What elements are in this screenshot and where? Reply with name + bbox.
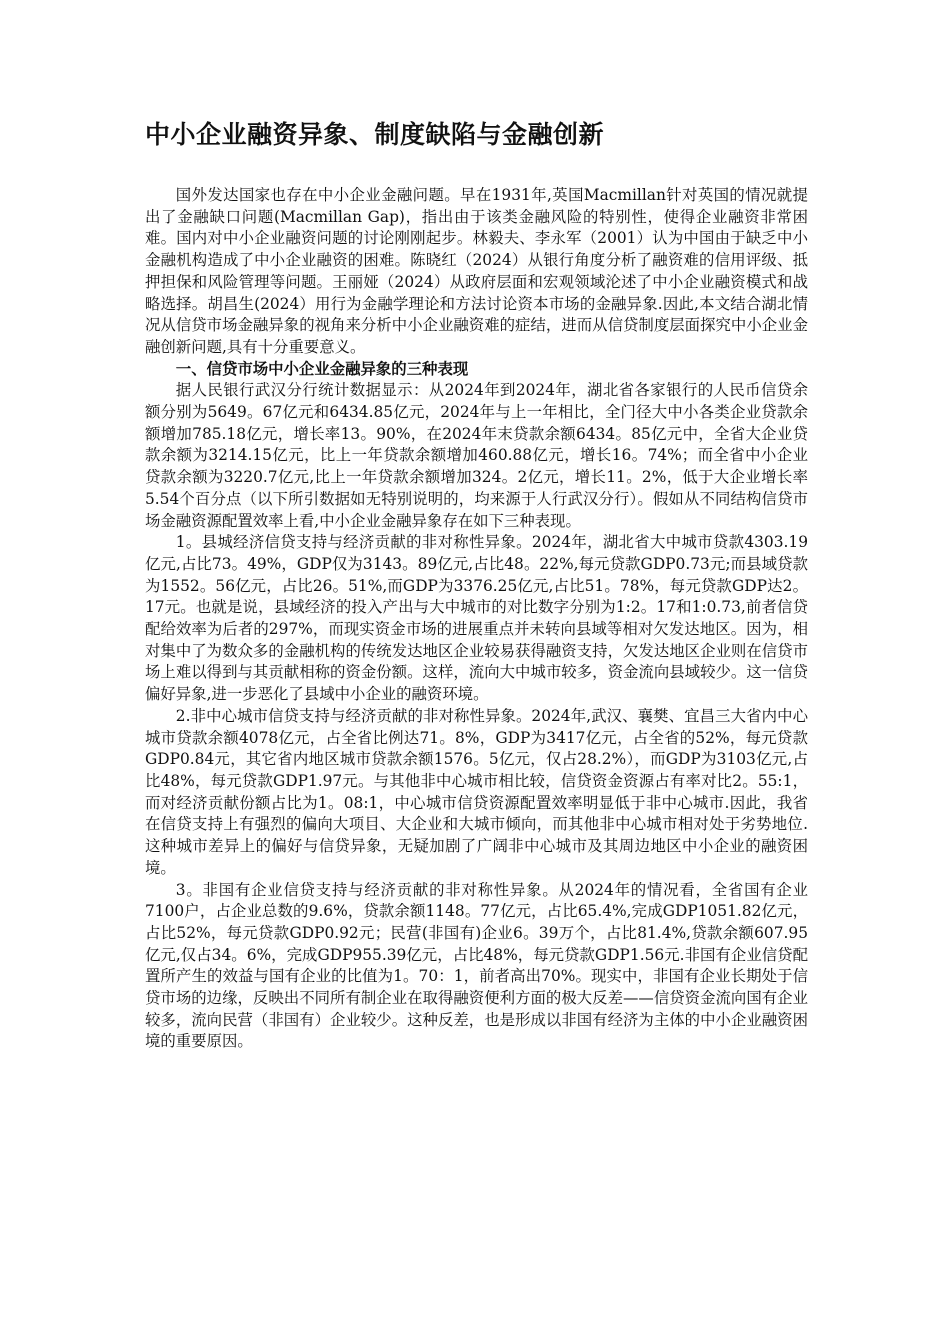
statistics-paragraph: 据人民银行武汉分行统计数据显示：从2024年到2024年，湖北省各家银行的人民币信贷余额分别为5649。67亿元和6434.85亿元，2024年与上一年相比，全门径大中小各类企业贷款余额增加785.18亿元，增长率13。90%，在2024年末贷款余额6434。85亿元中，全省大企业贷款余额为3214.15亿元，比上一年贷款余额增加460.88亿元，增长16。74%；而全省中小企业贷款余额为3220.7亿元,比上一年贷款余额增加324。2亿元，增长11。2%，低于大企业增长率5.54个百分点（以下所引数据如无特别说明的，均来源于人行武汉分行）。假如从不同结构信贷市场金融资源配置效率上看,中小企业金融异象存在如下三种表现。: [145, 381, 808, 530]
non-central-city-paragraph: 2.非中心城市信贷支持与经济贡献的非对称性异象。2024年,武汉、襄樊、宜昌三大省内中心城市贷款余额4078亿元，占全省比例达71。8%，GDP为3417亿元，占全省的52%，每元贷款GDP0.84元，其它省内地区城市贷款余额1576。5亿元，仅占28.2%），而GDP为3103亿元,占比48%，每元贷款GDP1.97元。与其他非中心城市相比较，信贷资金资源占有率对比2。55:1，而对经济贡献份额占比为1。08:1，中心城市信贷资源配置效率明显低于非中心城市.因此，我省在信贷支持上有强烈的偏向大项目、大企业和大城市倾向，而其他非中心城市相对处于劣势地位.这种城市差异上的偏好与信贷异象，无疑加剧了广阔非中心城市及其周边地区中小企业的融资困境。: [145, 706, 808, 877]
section-heading: 一、信贷市场中小企业金融异象的三种表现: [175, 359, 469, 378]
intro-paragraph: 国外发达国家也存在中小企业金融问题。早在1931年,英国Macmillan针对英国的情况就提出了金融缺口问题(Macmillan Gap)，指出由于该类金融风险的特别性，使得企业融资非常困难。国内对中小企业融资问题的讨论刚刚起步。林毅夫、李永军（2001）认为中国由于缺乏中小金融机构造成了中小企业融资的困难。陈晓红（2024）从银行角度分析了融资难的信用评级、抵押担保和风险管理等问题。王丽娅（2024）从政府层面和宏观领域沦述了中小企业融资模式和战略选择。胡昌生(2024）用行为金融学理论和方法讨论资本市场的金融异象.因此,本文结合湖北情况从信贷市场金融异象的视角来分析中小企业融资难的症结，进而从信贷制度层面探究中小企业金融创新问题,具有十分重要意义。: [145, 186, 808, 356]
document-page: [145, 112, 808, 1053]
non-state-enterprise-paragraph: 3。非国有企业信贷支持与经济贡献的非对称性异象。从2024年的情况看，全省国有企业7100户，占企业总数的9.6%，贷款余额1148。77亿元，占比65.4%,完成GDP1051.82亿元，占比52%，每元贷款GDP0.92元；民营(非国有)企业6。39万个，占比81.4%,贷款余额607.95亿元,仅占34。6%，完成GDP955.39亿元，占比48%，每元贷款GDP1.56元.非国有企业信贷配置所产生的效益与国有企业的比值为1。70：1，前者高出70%。现实中，非国有企业长期处于信贷市场的边缘，反映出不同所有制企业在取得融资便利方面的极大反差——信贷资金流向国有企业较多，流向民营（非国有）企业较少。这种反差，也是形成以非国有经济为主体的中小企业融资困境的重要原因。: [145, 880, 808, 1051]
document-title: 中小企业融资异象、制度缺陷与金融创新: [145, 120, 605, 149]
county-economy-paragraph: 1。县城经济信贷支持与经济贡献的非对称性异象。2024年，湖北省大中城市贷款4303.19亿元,占比73。49%，GDP仅为3143。89亿元,占比48。22%,每元贷款GDP0.73元;而县域贷款为1552。56亿元，占比26。51%,而GDP为3376.25亿元,占比51。78%，每元贷款GDP达2。17元。也就是说，县域经济的投入产出与大中城市的对比数字分别为1:2。17和1:0.73,前者信贷配给效率为后者的297%，而现实资金市场的进展重点并未转向县域等相对欠发达地区。因为，相对集中了为数众多的金融机构的传统发达地区企业较易获得融资支持，欠发达地区企业则在信贷市场上难以得到与其贡献相称的资金份额。这样，流向大中城市较多，资金流向县域较少。这一信贷偏好异象,进一步恶化了县域中小企业的融资环境。: [145, 533, 808, 704]
